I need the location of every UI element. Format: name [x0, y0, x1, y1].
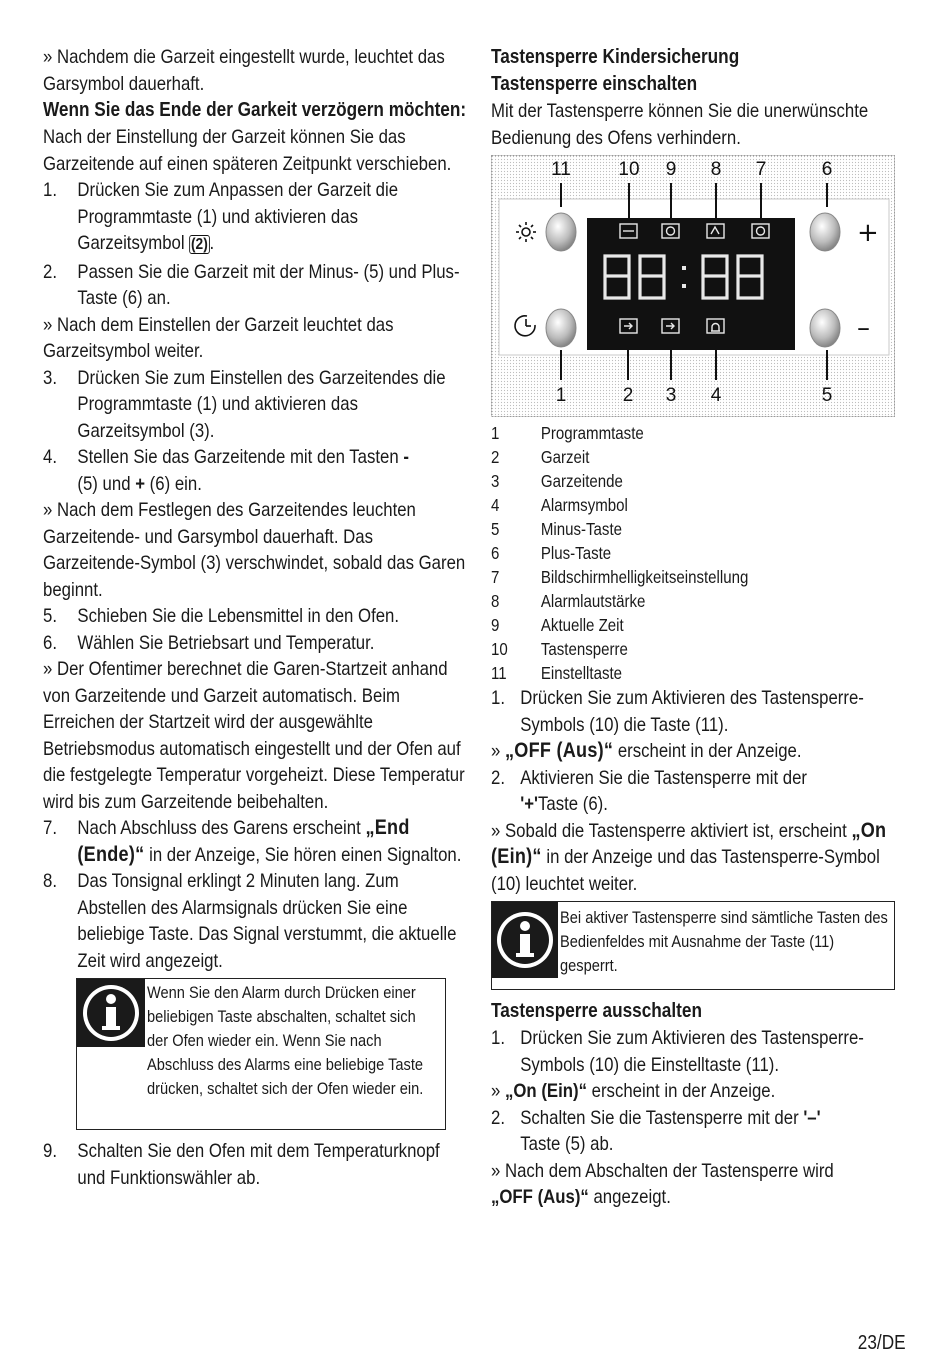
list-text: (6) ein.: [149, 472, 202, 495]
paragraph: Mit der Tastensperre können Sie die unerwünschte Bedienung des Ofens verhindern.: [491, 100, 869, 149]
list-number: 3.: [43, 366, 57, 389]
list-item: [491, 765, 900, 818]
section-heading: Wenn Sie das Ende der Garkeit verzögern möchten:: [43, 99, 467, 121]
legend-row: [491, 469, 900, 493]
legend-row: [491, 565, 900, 589]
garzeit-symbol: (2): [190, 236, 208, 253]
list-number: 5.: [43, 605, 57, 627]
legend-number: 6: [491, 543, 500, 563]
minus-sign: –: [857, 313, 870, 343]
paragraph: [491, 1158, 900, 1211]
result-text: erscheint in der Anzeige.: [591, 1080, 776, 1102]
list-text: (5) und: [77, 472, 131, 495]
paragraph: Nach der Einstellung der Garzeit können Sie das Garzeitende auf einen späteren Zeitpunkt verschieben.: [43, 126, 452, 175]
list-text: Schieben Sie die Lebensmittel in den Ofen.: [77, 605, 400, 627]
legend-number: 9: [491, 615, 500, 635]
list-text: Stellen Sie das Garzeitende mit den Tasten: [77, 446, 399, 468]
list-item: [43, 444, 467, 497]
list-number: 1.: [43, 179, 57, 201]
legend-row: [491, 637, 900, 661]
list-item: [491, 1025, 900, 1078]
paragraph-text: angezeigt.: [593, 1186, 671, 1208]
display-message-on: „On (Ein)“: [491, 818, 887, 868]
legend-row: [491, 541, 900, 565]
paragraph: » Nachdem die Garzeit eingestellt wurde, leuchtet das Garsymbol dauerhaft.: [43, 46, 445, 95]
legend-label: Alarmlautstärke: [540, 591, 646, 611]
list-item: [43, 259, 467, 312]
display-message-end: „End (Ende)“: [77, 816, 410, 866]
legend-label: Tastensperre: [540, 639, 628, 659]
legend-label: Alarmsymbol: [540, 495, 628, 515]
list-text: Schalten Sie die Tastensperre mit der: [520, 1106, 799, 1129]
list-number: 1.: [491, 687, 505, 709]
paragraph-text: in der Anzeige und das Tastensperre-Symbol (10) leuchtet weiter.: [491, 846, 880, 895]
legend-row: [491, 613, 900, 637]
knob-1: [546, 309, 576, 347]
legend-number: 7: [491, 567, 500, 587]
list-text: Passen Sie die Garzeit mit der Minus- (5) und Plus-Taste (6) an.: [77, 260, 460, 309]
info-box: [76, 978, 446, 1130]
legend-list: [491, 421, 901, 685]
list-item: [43, 177, 467, 259]
result-text: erscheint in der Anzeige.: [617, 740, 802, 762]
control-panel-diagram: [491, 155, 895, 417]
label-11: 11: [551, 159, 571, 180]
result-prefix: »: [491, 1080, 501, 1102]
legend-row: [491, 421, 900, 445]
label-6: 6: [821, 159, 833, 180]
label-3: 3: [665, 385, 677, 406]
label-9: 9: [665, 159, 677, 180]
legend-label: Programmtaste: [540, 423, 644, 443]
knob-11: [546, 213, 576, 251]
paragraph-text: » Nach dem Abschalten der Tastensperre wird: [491, 1159, 834, 1182]
list-text: Schalten Sie den Ofen mit dem Temperaturknopf und Funktionswähler ab.: [77, 1140, 440, 1189]
legend-row: [491, 517, 900, 541]
legend-number: 8: [491, 591, 500, 611]
list-item: [491, 1105, 900, 1158]
label-8: 8: [710, 159, 722, 180]
info-box: [491, 901, 895, 990]
legend-number: 5: [491, 519, 500, 539]
plus-symbol: +: [135, 472, 146, 495]
list-item: [43, 365, 467, 445]
list-text: Taste (6).: [538, 793, 608, 815]
list-number: 2.: [491, 766, 505, 789]
list-item: [491, 685, 900, 738]
list-number: 1.: [491, 1027, 505, 1049]
legend-number: 2: [491, 447, 500, 467]
legend-label: Minus-Taste: [540, 519, 623, 539]
label-1: 1: [555, 385, 567, 406]
list-text: Drücken Sie zum Aktivieren des Tastensperre-Symbols (10) die Taste (11).: [520, 687, 864, 736]
list-text: Wählen Sie Betriebsart und Temperatur.: [77, 631, 375, 654]
display-message-off: „OFF (Aus)“: [505, 739, 614, 762]
paragraph: [491, 738, 900, 765]
legend-row: [491, 661, 900, 685]
list-item: [43, 815, 467, 868]
list-text: Drücken Sie zum Anpassen der Garzeit die Programmtaste (1) und aktivieren das Garzeitsymbol: [77, 179, 399, 254]
info-text: Bei aktiver Tastensperre sind sämtliche Tasten des Bedienfeldes mit Ausnahme der Taste (11) gesperrt.: [560, 908, 888, 975]
plus-key-symbol: '+': [520, 793, 539, 815]
list-item: [43, 603, 467, 630]
label-5: 5: [821, 385, 833, 406]
legend-row: [491, 493, 900, 517]
paragraph: » Nach dem Festlegen des Garzeitendes leuchten Garzeitende- und Garsymbol dauerhaft. Das Garzeitende-Symbol (3) verschwindet, sobald das Garen beginnt.: [43, 499, 466, 601]
list-number: 8.: [43, 870, 57, 892]
list-text: Drücken Sie zum Aktivieren des Tastensperre-Symbols (10) die Einstelltaste (11).: [520, 1027, 864, 1076]
list-text-end: .: [209, 232, 215, 254]
left-column: [43, 44, 468, 1191]
minus-key-symbol: '–': [803, 1106, 821, 1129]
legend-number: 3: [491, 471, 500, 491]
section-subheading: Tastensperre ausschalten: [491, 1000, 702, 1022]
list-number: 7.: [43, 817, 57, 839]
control-panel-svg: [491, 155, 895, 417]
label-4: 4: [710, 385, 722, 406]
paragraph: » Nach dem Einstellen der Garzeit leuchtet das Garzeitsymbol weiter.: [43, 313, 394, 362]
section-subheading: Tastensperre einschalten: [491, 73, 698, 95]
display-message-off: „OFF (Aus)“: [491, 1186, 589, 1208]
minus-symbol: -: [403, 446, 409, 468]
legend-label: Einstelltaste: [540, 663, 623, 683]
plus-sign: +: [857, 218, 879, 248]
legend-label: Bildschirmhelligkeitseinstellung: [540, 567, 749, 587]
list-number: 2.: [43, 260, 57, 283]
knob-6: [810, 213, 840, 251]
list-text: Aktivieren Sie die Tastensperre mit der: [520, 766, 808, 789]
list-item: [43, 868, 467, 974]
paragraph: » Der Ofentimer berechnet die Garen-Startzeit anhand von Garzeitende und Garzeit automatisch. Beim Erreichen der Startzeit wird der ausgewählte Betriebsmodus automatisch eingestellt und der Ofen auf die festgelegte Temperatur vorgeheizt. Diese Temperatur wird bis zum Garzeitende beibehalten.: [43, 658, 465, 813]
info-icon: [77, 979, 145, 1047]
legend-label: Plus-Taste: [540, 543, 612, 563]
knob-5: [810, 309, 840, 347]
legend-label: Garzeitende: [540, 471, 623, 491]
paragraph: [491, 818, 900, 898]
info-icon: [492, 902, 558, 978]
page-number: 23/DE: [858, 1332, 906, 1354]
legend-number: 4: [491, 495, 500, 515]
info-text: Wenn Sie den Alarm durch Drücken einer beliebigen Taste abschalten, schaltet sich der Ofen wieder ein. Wenn Sie nach Abschluss des Alarms eine beliebige Taste drücken, schaltet sich der Ofen wieder ein.: [147, 983, 424, 1098]
section-heading: Tastensperre Kindersicherung: [491, 46, 740, 68]
right-column: [491, 44, 901, 1211]
list-text: in der Anzeige, Sie hören einen Signalton.: [149, 843, 462, 866]
list-text: Drücken Sie zum Einstellen des Garzeitendes die Programmtaste (1) und aktivieren das Garzeitsymbol (3).: [77, 366, 446, 442]
list-number: 4.: [43, 446, 57, 468]
display-message-on: „On (Ein)“: [505, 1080, 587, 1102]
list-number: 2.: [491, 1106, 505, 1129]
legend-label: Aktuelle Zeit: [540, 615, 624, 635]
list-number: 6.: [43, 631, 57, 654]
paragraph-text: » Sobald die Tastensperre aktiviert ist, erscheint: [491, 819, 847, 842]
label-2: 2: [622, 385, 634, 406]
list-item: [43, 630, 467, 657]
legend-number: 1: [491, 423, 500, 443]
result-prefix: »: [491, 740, 501, 762]
legend-label: Garzeit: [540, 447, 590, 467]
label-7: 7: [755, 159, 767, 180]
legend-row: [491, 445, 900, 469]
list-number: 9.: [43, 1140, 57, 1162]
list-item: [43, 1138, 467, 1191]
label-10: 10: [618, 159, 640, 180]
legend-row: [491, 589, 900, 613]
legend-number: 10: [491, 639, 508, 659]
list-text: Das Tonsignal erklingt 2 Minuten lang. Zum Abstellen des Alarmsignals drücken Sie eine beliebige Taste. Das Signal verstummt, die aktuelle Zeit wird angezeigt.: [77, 870, 457, 972]
list-text: Nach Abschluss des Garens erscheint: [77, 817, 361, 839]
legend-number: 11: [491, 663, 507, 683]
paragraph: [491, 1078, 900, 1105]
list-text: Taste (5) ab.: [520, 1133, 614, 1155]
